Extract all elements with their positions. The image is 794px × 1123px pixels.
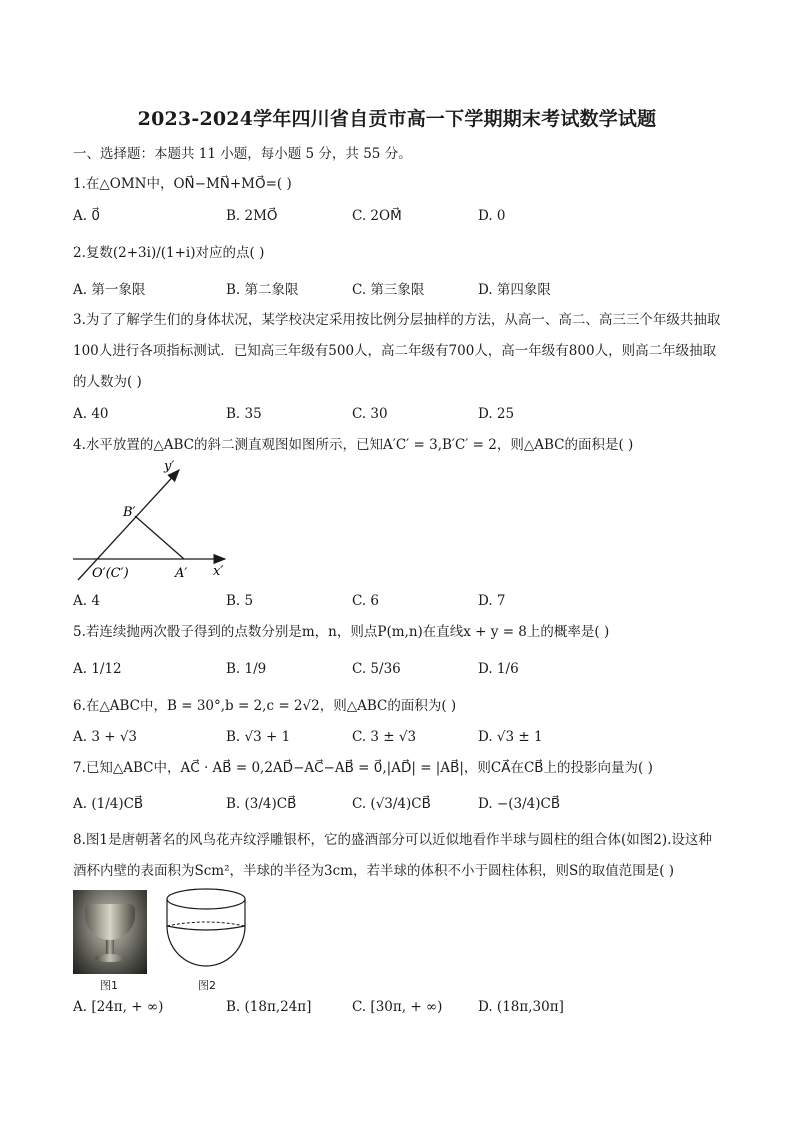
question-2-stem: 2.复数(2+3i)/(1+i)对应的点( ) [73, 245, 265, 261]
option-c: C. 第三象限 [352, 282, 425, 298]
option-b: B. (18π,24π] [226, 999, 312, 1015]
segment-a-b [135, 516, 184, 559]
option-b: B. 5 [226, 593, 254, 609]
question-8-stem: 8.图1是唐朝著名的风鸟花卉纹浮雕银杯，它的盛酒部分可以近似地看作半球与圆柱的组合体(如图2).设这种酒杯内壁的表面积为Scm²，半球的半径为3cm，若半球的体积不小于圆柱体积，则S的取值范围是( ) [73, 832, 712, 879]
question-8-options [73, 996, 723, 1018]
option-a: A. 3 + √3 [73, 729, 138, 745]
option-d: D. (18π,30π] [478, 999, 564, 1015]
label-b: B′ [123, 505, 136, 520]
option-a: A. (1/4)CB⃗ [73, 796, 144, 812]
oblique-view-diagram [68, 458, 238, 588]
label-origin: O′(C′) [92, 566, 129, 581]
option-d: D. 0 [478, 208, 506, 224]
question-5-options [73, 658, 723, 680]
option-d: D. 7 [478, 593, 506, 609]
option-c: C. 6 [352, 593, 380, 609]
question-7-options [73, 793, 723, 815]
question-3-options [73, 403, 723, 425]
option-a: A. 4 [73, 593, 100, 609]
option-c: C. (√3/4)CB⃗ [352, 796, 431, 812]
hemisphere-cylinder-diagram [163, 886, 249, 974]
question-3-stem: 3.为了了解学生们的身体状况，某学校决定采用按比例分层抽样的方法，从高一、高二、高三三个年级共抽取100人进行各项指标测试．已知高三年级有500人，高二年级有700人，高一年级有800人，则高二年级抽取的人数为( ) [73, 312, 721, 390]
option-a: A. [24π, + ∞) [73, 999, 164, 1015]
option-b: B. 2MO⃗ [226, 208, 278, 224]
option-a: A. 第一象限 [73, 282, 146, 298]
option-b: B. 1/9 [226, 661, 267, 677]
option-c: C. 3 ± √3 [352, 729, 417, 745]
option-a: A. 40 [73, 406, 109, 422]
section-heading: 一、选择题：本题共 11 小题，每小题 5 分，共 55 分。 [73, 146, 412, 162]
option-d: D. 第四象限 [478, 282, 551, 298]
option-b: B. 35 [226, 406, 262, 422]
question-6-stem: 6.在△ABC中，B = 30°,b = 2,c = 2√2，则△ABC的面积为( ) [73, 698, 457, 714]
option-c: C. 30 [352, 406, 388, 422]
label-x: x′ [213, 564, 224, 579]
option-d: D. 25 [478, 406, 515, 422]
question-5-stem: 5.若连续抛两次骰子得到的点数分别是m，n，则点P(m,n)在直线x + y = 8上的概率是( ) [73, 624, 610, 640]
cup-body [85, 904, 135, 940]
question-1-options [73, 205, 723, 227]
question-6-options [73, 726, 723, 748]
silver-cup-photo [73, 890, 147, 974]
figure-2-caption: 图2 [198, 979, 216, 992]
option-a: A. 1/12 [73, 661, 122, 677]
cup-foot [95, 954, 125, 962]
label-a: A′ [175, 566, 188, 581]
question-4-options [73, 590, 723, 612]
question-7-stem: 7.已知△ABC中，AC⃗ · AB⃗ = 0,2AD⃗−AC⃗−AB⃗ = 0⃗,|AD⃗| = |AB⃗|，则CA⃗在CB⃗上的投影向量为( ) [73, 760, 653, 776]
option-b: B. √3 + 1 [226, 729, 291, 745]
y-axis [78, 470, 179, 580]
figure-1-caption: 图1 [100, 979, 118, 992]
option-d: D. −(3/4)CB⃗ [478, 796, 561, 812]
question-2-options [73, 279, 723, 301]
option-b: B. 第二象限 [226, 282, 299, 298]
option-a: A. 0⃗ [73, 208, 100, 224]
label-y: y′ [164, 459, 175, 474]
question-4-stem: 4.水平放置的△ABC的斜二测直观图如图所示，已知A′C′ = 3,B′C′ = 2，则△ABC的面积是( ) [73, 437, 634, 453]
page-title: 2023-2024学年四川省自贡市高一下学期期末考试数学试题 [137, 108, 657, 130]
option-d: D. 1/6 [478, 661, 519, 677]
option-d: D. √3 ± 1 [478, 729, 543, 745]
option-c: C. 2OM⃗ [352, 208, 402, 224]
option-c: C. [30π, + ∞) [352, 999, 443, 1015]
option-c: C. 5/36 [352, 661, 401, 677]
option-b: B. (3/4)CB⃗ [226, 796, 297, 812]
question-1-stem: 1.在△OMN中，ON⃗−MN⃗+MO⃗=( ) [73, 176, 292, 192]
